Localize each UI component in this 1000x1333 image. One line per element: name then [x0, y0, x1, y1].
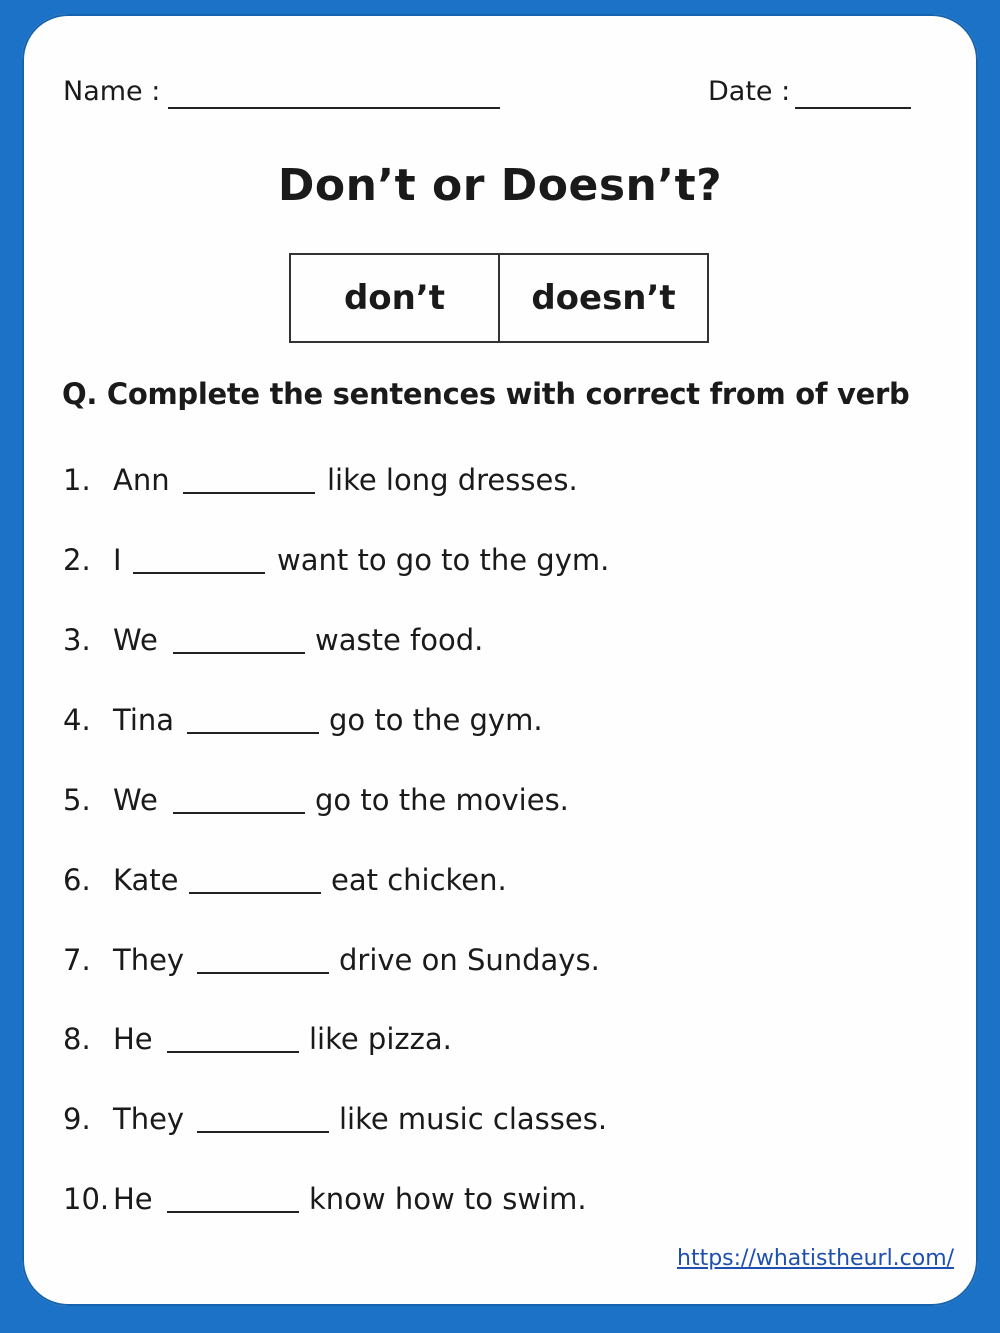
footer-url-link[interactable]: https://whatistheurl.com/	[677, 1246, 955, 1271]
question-subject: Kate	[113, 863, 179, 897]
instruction-text: Q. Complete the sentences with correct from of verb	[62, 377, 910, 411]
question-rest: drive on Sundays.	[339, 943, 600, 977]
word-option-dont: don’t	[343, 278, 446, 318]
question-rest: want to go to the gym.	[277, 543, 610, 577]
question-number: 9.	[63, 1102, 91, 1136]
question-rest: eat chicken.	[331, 863, 507, 897]
answer-blank[interactable]	[183, 492, 315, 494]
page-title: Don’t or Doesn’t?	[277, 160, 723, 211]
answer-blank[interactable]	[173, 652, 305, 654]
question-rest: go to the movies.	[315, 783, 569, 817]
question-number: 5.	[63, 783, 91, 817]
answer-blank[interactable]	[187, 732, 319, 734]
question-subject: I	[113, 543, 122, 577]
answer-blank[interactable]	[173, 812, 305, 814]
question-subject: We	[113, 623, 158, 657]
answer-blank[interactable]	[167, 1211, 299, 1213]
word-option-doesnt: doesn’t	[498, 255, 707, 341]
question-subject: Ann	[113, 463, 170, 497]
question-number: 4.	[63, 703, 91, 737]
date-field[interactable]	[795, 107, 911, 109]
answer-blank[interactable]	[197, 972, 329, 974]
answer-blank[interactable]	[189, 892, 321, 894]
answer-blank[interactable]	[167, 1051, 299, 1053]
question-number: 2.	[63, 543, 91, 577]
answer-blank[interactable]	[133, 572, 265, 574]
date-label: Date :	[708, 76, 791, 107]
word-box	[289, 253, 709, 343]
question-subject: We	[113, 783, 158, 817]
question-number: 7.	[63, 943, 91, 977]
question-number: 8.	[63, 1022, 91, 1056]
question-number: 10.	[63, 1182, 110, 1216]
question-subject: They	[113, 1102, 185, 1136]
answer-blank[interactable]	[197, 1131, 329, 1133]
question-subject: He	[113, 1022, 153, 1056]
question-rest: like pizza.	[309, 1022, 452, 1056]
question-subject: Tina	[113, 703, 175, 737]
question-number: 1.	[63, 463, 91, 497]
question-subject: They	[113, 943, 185, 977]
name-field[interactable]	[168, 107, 500, 109]
question-rest: like music classes.	[339, 1102, 608, 1136]
question-subject: He	[113, 1182, 153, 1216]
question-rest: know how to swim.	[309, 1182, 587, 1216]
question-rest: waste food.	[315, 623, 484, 657]
question-rest: like long dresses.	[327, 463, 578, 497]
question-rest: go to the gym.	[329, 703, 543, 737]
name-label: Name :	[63, 76, 161, 107]
question-number: 6.	[63, 863, 91, 897]
question-number: 3.	[63, 623, 91, 657]
